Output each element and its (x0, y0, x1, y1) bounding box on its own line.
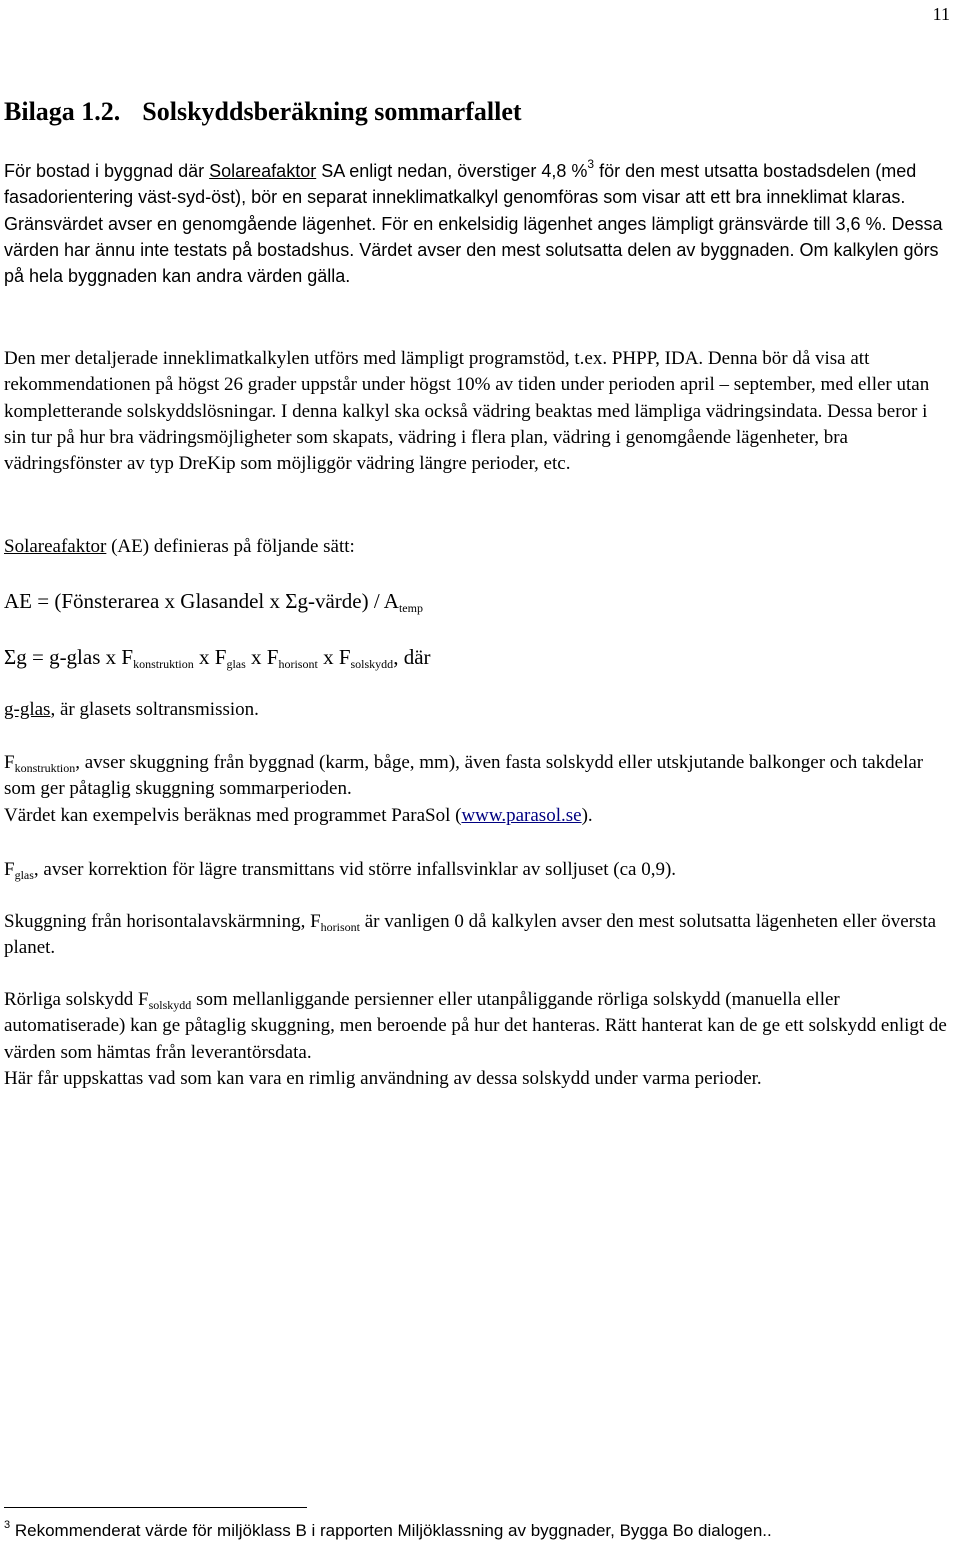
f-solskydd-paragraph (4, 987, 949, 1092)
f-horisont-sub: horisont (320, 920, 360, 934)
f-glas-symbol: F (4, 859, 15, 880)
formula-ae-main: AE = (Fönsterarea x Glasandel x Σg-värde) / A (4, 589, 399, 613)
formula-g-sub3: horisont (278, 657, 318, 671)
parasol-link[interactable]: www.parasol.se (461, 804, 582, 826)
calculation-paragraph: Den mer detaljerade inneklimatkalkylen utförs med lämpligt programstöd, t.ex. PHPP, IDA. Denna bör då visa att rekommendationen på högst 26 grader uppstår under högst 10% av tiden under perioden april – september, med eller utan kompletterande solskyddslösningar. I denna kalkyl ska också vädring beaktas med lämpliga vädringsindata. Dessa beror i sin tur på hur bra vädringsmöjligheter som skapats, vädring i flera plan, vädring i genomgående lägenheter, bra vädringsfönster av typ DreKip som möjliggör vädring längre perioder, etc. (4, 348, 930, 475)
f-horisont-paragraph (4, 909, 949, 962)
f-solskydd-text-1: Rörliga solskydd F (4, 989, 149, 1010)
f-horisont-text-2: är vanligen 0 då kalkylen avser den mest solutsatta lägenheten eller översta planet. (4, 911, 937, 959)
footnote-text: Rekommenderat värde för miljöklass B i rapporten Miljöklassning av byggnader, Bygga Bo dialogen.. (10, 1521, 772, 1540)
definition-intro (4, 534, 949, 560)
parasol-close: ). (581, 804, 593, 826)
formula-g-end: , där (393, 645, 431, 669)
footnote-ref[interactable]: 3 (587, 157, 595, 171)
solareafaktor-link-2[interactable]: Solareafaktor (4, 536, 107, 557)
f-glas-paragraph (4, 857, 949, 883)
g-glas-text: , är glasets soltransmission. (50, 699, 259, 720)
page-number: 11 (932, 4, 950, 24)
parasol-text: Värdet kan exempelvis beräknas med programmet ParaSol ( (4, 804, 462, 826)
f-konstruktion-paragraph (4, 750, 949, 829)
f-solskydd-text-2: som mellanliggande persienner eller utanpåliggande rörliga solskydd (manuella eller automatiserade) kan ge påtaglig skuggning, men beroende på hur det hanteras. Rätt hanterat kan de ge ett solskydd enligt de värden som hämtas från leverantörsdata. (4, 989, 947, 1063)
g-glas-link[interactable]: g-glas (4, 699, 51, 720)
intro-text-3: för den mest utsatta bostadsdelen (med fasadorientering väst-syd-öst), bör en separat inneklimatkalkyl genomföras som visar att ett bra inneklimat klaras. Gränsvärdet avser en genomgående lägenhet. För en enkelsidig lägenhet anges lämpligt gränsvärde till 3,6 %. Dessa värden har ännu inte testats på bostadshus. Värdet avser den mest solutsatta delen av byggnaden. Om kalkylen görs på hela byggnaden kan andra värden gälla. (4, 161, 943, 287)
formula-g-x1: x F (193, 645, 227, 669)
f-glas-text: , avser korrektion för lägre transmittans vid större infallsvinklar av solljuset (ca 0,9). (33, 859, 677, 880)
formula-g-sub1: konstruktion (133, 657, 194, 671)
solareafaktor-link[interactable]: Solareafaktor (209, 161, 317, 181)
formula-sigma-g (4, 644, 949, 670)
f-solskydd-text-3: Här får uppskattas vad som kan vara en rimlig användning av dessa solskydd under varma perioder. (4, 1067, 762, 1089)
f-konstruktion-symbol: F (4, 752, 15, 773)
f-solskydd-sub: solskydd (148, 998, 192, 1012)
intro-paragraph (4, 158, 949, 289)
g-glas-definition (4, 697, 949, 723)
page-heading (4, 97, 522, 127)
footnote-divider (4, 1507, 307, 1508)
formula-g-sub4: solskydd (350, 657, 394, 671)
f-konstruktion-sub: konstruktion (14, 761, 76, 775)
formula-ae-sub: temp (398, 601, 423, 615)
formula-g-start: Σg = g-glas x F (4, 645, 134, 669)
formula-g-x2: x F (245, 645, 279, 669)
f-horisont-text-1: Skuggning från horisontalavskärmning, F (4, 911, 321, 932)
heading-title: Solskyddsberäkning sommarfallet (142, 97, 522, 126)
footnote (4, 1521, 772, 1541)
formula-g-sub2: glas (226, 657, 246, 671)
formula-ae (4, 588, 949, 614)
f-glas-sub: glas (14, 868, 34, 882)
footnote-mark: 3 (4, 1519, 11, 1531)
intro-text-2: SA enligt nedan, överstiger 4,8 % (316, 161, 588, 181)
formula-g-x3: x F (317, 645, 351, 669)
definition-intro-text: (AE) definieras på följande sätt: (106, 536, 355, 557)
f-konstruktion-text: , avser skuggning från byggnad (karm, båge, mm), även fasta solskydd eller utskjutande balkonger och takdelar som ger påtaglig skuggning sommarperioden. (4, 752, 924, 800)
intro-text-1: För bostad i byggnad där (4, 161, 210, 181)
heading-number: Bilaga 1.2. (4, 97, 121, 126)
